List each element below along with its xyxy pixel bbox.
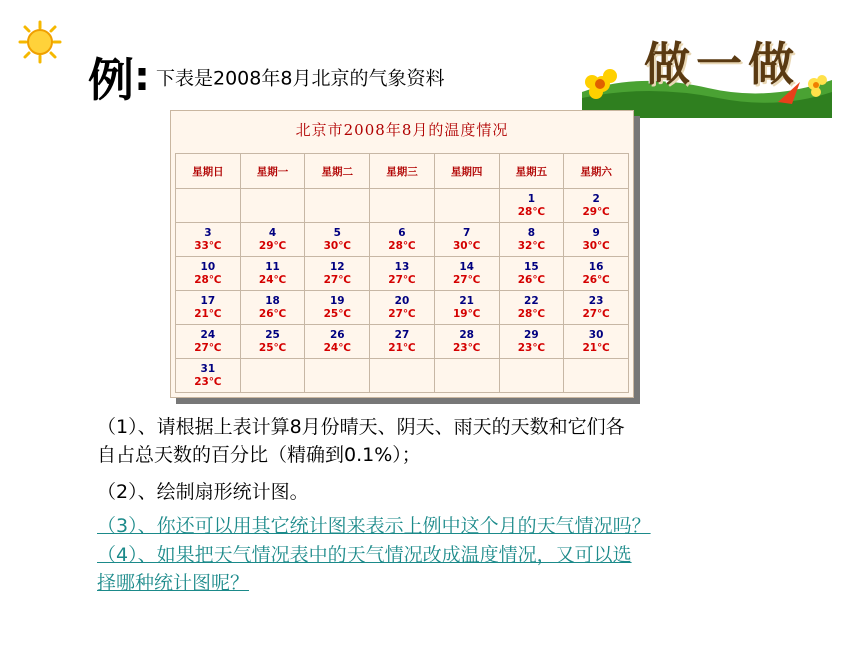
day-cell — [564, 291, 629, 325]
day-number: 14 — [459, 260, 474, 273]
day-cell — [499, 257, 564, 291]
day-cell — [434, 291, 499, 325]
weekday-header: 星期三 — [370, 154, 435, 189]
day-number: 27 — [394, 328, 410, 341]
day-number: 26 — [329, 328, 345, 341]
day-temperature: 23℃ — [453, 341, 481, 354]
day-number: 25 — [265, 328, 280, 341]
day-cell — [370, 325, 435, 359]
day-cell — [564, 189, 629, 223]
day-cell — [564, 325, 629, 359]
day-temperature: 27℃ — [582, 307, 610, 320]
weekday-header: 星期六 — [564, 154, 629, 189]
weekday-header: 星期日 — [176, 154, 241, 189]
day-temperature: 27℃ — [323, 273, 351, 286]
day-temperature: 23℃ — [194, 375, 222, 388]
day-temperature: 27℃ — [453, 273, 481, 286]
day-temperature: 33℃ — [194, 239, 222, 252]
week-row — [176, 291, 629, 325]
day-temperature: 26℃ — [582, 273, 610, 286]
empty-cell — [305, 359, 370, 393]
empty-cell — [370, 189, 435, 223]
day-cell — [305, 291, 370, 325]
week-row — [176, 189, 629, 223]
day-number: 18 — [265, 294, 280, 307]
empty-cell — [305, 189, 370, 223]
day-cell — [434, 325, 499, 359]
day-cell — [434, 257, 499, 291]
empty-cell — [240, 359, 305, 393]
calendar-title: 北京市2008年8月的温度情况 — [295, 121, 509, 139]
day-temperature: 19℃ — [453, 307, 481, 320]
day-temperature: 29℃ — [258, 239, 287, 252]
day-temperature: 25℃ — [258, 341, 287, 354]
day-temperature: 28℃ — [194, 273, 222, 286]
day-temperature: 26℃ — [258, 307, 287, 320]
day-temperature: 24℃ — [258, 273, 287, 286]
day-number: 20 — [394, 294, 410, 307]
day-temperature: 27℃ — [388, 307, 416, 320]
day-temperature: 28℃ — [388, 239, 416, 252]
question-1 — [97, 413, 817, 469]
weekday-header: 星期二 — [305, 154, 370, 189]
day-number: 31 — [200, 362, 216, 375]
day-number: 19 — [329, 294, 345, 307]
do-it-badge — [578, 22, 836, 118]
question-4-line-2[interactable]: 择哪种统计图呢？ — [97, 572, 250, 594]
example-colon: : — [134, 54, 150, 100]
day-cell — [370, 257, 435, 291]
day-number: 4 — [268, 226, 277, 239]
example-heading — [88, 44, 444, 110]
day-temperature: 26℃ — [517, 273, 546, 286]
day-number: 7 — [463, 226, 471, 239]
day-cell — [240, 257, 305, 291]
temperature-calendar — [170, 110, 634, 398]
day-cell — [176, 359, 241, 393]
day-number: 12 — [329, 260, 345, 273]
day-number: 9 — [592, 226, 600, 239]
day-cell — [176, 223, 241, 257]
week-row — [176, 325, 629, 359]
day-temperature: 23℃ — [517, 341, 546, 354]
day-cell — [305, 257, 370, 291]
day-number: 22 — [524, 294, 539, 307]
day-cell — [176, 325, 241, 359]
day-number: 15 — [524, 260, 539, 273]
week-row — [176, 359, 629, 393]
day-temperature: 27℃ — [194, 341, 222, 354]
question-1-line-1: （1）、请根据上表计算8月份晴天、阴天、雨天的天数和它们各 — [97, 416, 625, 438]
day-temperature: 30℃ — [582, 239, 610, 252]
day-number: 6 — [398, 226, 406, 239]
day-temperature: 28℃ — [517, 307, 546, 320]
question-2: （2）、绘制扇形统计图。 — [97, 481, 309, 503]
day-cell — [434, 223, 499, 257]
day-number: 30 — [588, 328, 604, 341]
question-3-text[interactable]: （3）、你还可以用其它统计图来表示上例中这个月的天气情况吗？ — [97, 515, 651, 537]
day-cell — [564, 223, 629, 257]
question-1-line-2: 自占总天数的百分比（精确到0.1%）； — [97, 444, 421, 466]
day-number: 16 — [588, 260, 604, 273]
empty-cell — [240, 189, 305, 223]
day-temperature: 30℃ — [323, 239, 351, 252]
week-row — [176, 257, 629, 291]
day-number: 2 — [592, 192, 600, 205]
do-it-title: 做一做 — [644, 37, 800, 91]
day-cell — [370, 291, 435, 325]
day-temperature: 21℃ — [388, 341, 416, 354]
day-temperature: 29℃ — [582, 205, 610, 218]
day-number: 13 — [394, 260, 410, 273]
empty-cell — [434, 189, 499, 223]
day-cell — [240, 223, 305, 257]
empty-cell — [176, 189, 241, 223]
weekday-header-row — [176, 154, 629, 189]
day-temperature: 24℃ — [323, 341, 351, 354]
empty-cell — [434, 359, 499, 393]
day-temperature: 28℃ — [517, 205, 546, 218]
question-4-link[interactable] — [97, 541, 817, 597]
question-3-link[interactable] — [97, 512, 817, 540]
day-number: 5 — [333, 226, 341, 239]
day-number: 10 — [200, 260, 216, 273]
day-cell — [499, 325, 564, 359]
day-number: 3 — [204, 226, 212, 239]
day-cell — [499, 189, 564, 223]
example-label: 例 — [88, 53, 134, 107]
day-temperature: 32℃ — [517, 239, 546, 252]
day-number: 1 — [527, 192, 536, 205]
weekday-header: 星期一 — [240, 154, 305, 189]
weekday-header: 星期五 — [499, 154, 564, 189]
day-cell — [240, 325, 305, 359]
week-row — [176, 223, 629, 257]
day-temperature: 21℃ — [582, 341, 610, 354]
day-cell — [499, 291, 564, 325]
day-number: 21 — [459, 294, 474, 307]
day-number: 17 — [200, 294, 216, 307]
weekday-header: 星期四 — [434, 154, 499, 189]
day-temperature: 30℃ — [453, 239, 481, 252]
day-number: 28 — [459, 328, 474, 341]
day-number: 8 — [527, 226, 536, 239]
day-number: 23 — [588, 294, 604, 307]
day-temperature: 21℃ — [194, 307, 222, 320]
day-cell — [499, 223, 564, 257]
day-number: 11 — [265, 260, 280, 273]
question-4-line-1[interactable]: （4）、如果把天气情况表中的天气情况改成温度情况，又可以选 — [97, 544, 632, 566]
day-cell — [176, 291, 241, 325]
day-cell — [176, 257, 241, 291]
day-cell — [305, 223, 370, 257]
day-temperature: 27℃ — [388, 273, 416, 286]
example-intro: 下表是2008年8月北京的气象资料 — [156, 67, 445, 90]
day-cell — [370, 223, 435, 257]
empty-cell — [564, 359, 629, 393]
day-cell — [305, 325, 370, 359]
day-number: 24 — [200, 328, 216, 341]
calendar-table — [175, 153, 629, 393]
day-cell — [564, 257, 629, 291]
day-number: 29 — [524, 328, 539, 341]
day-cell — [240, 291, 305, 325]
empty-cell — [499, 359, 564, 393]
sun-icon — [18, 20, 62, 64]
day-temperature: 25℃ — [323, 307, 351, 320]
empty-cell — [370, 359, 435, 393]
